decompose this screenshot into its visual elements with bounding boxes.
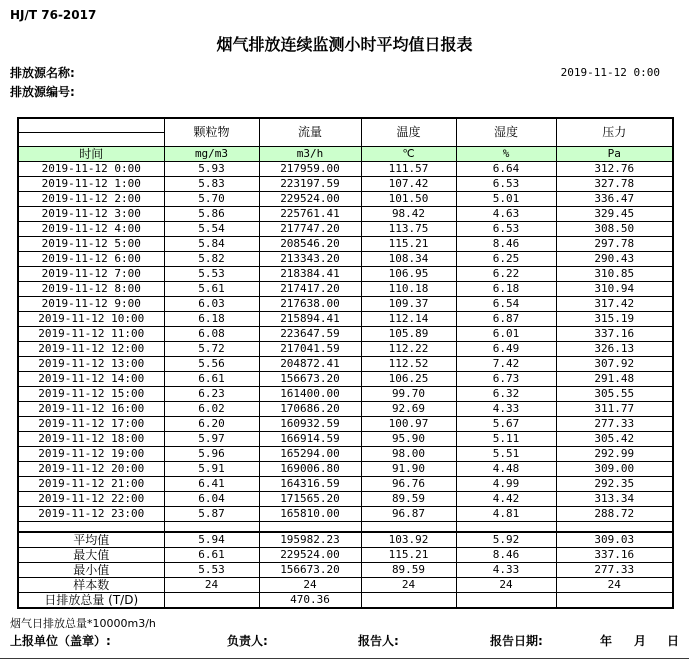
doc-code: HJ/T 76-2017 <box>10 8 97 22</box>
time-cell: 2019-11-12 12:00 <box>18 341 164 356</box>
time-header-lower-cell <box>18 132 164 146</box>
value-cell: 315.19 <box>556 311 673 326</box>
value-cell: 6.18 <box>164 311 259 326</box>
value-cell: 6.64 <box>456 161 556 176</box>
value-cell: 337.16 <box>556 326 673 341</box>
summary-value-cell: 470.36 <box>259 593 361 609</box>
summary-value-cell: 5.94 <box>164 532 259 548</box>
reporter-label: 报告人: <box>358 634 399 648</box>
value-cell: 310.85 <box>556 266 673 281</box>
value-cell: 109.37 <box>361 296 456 311</box>
value-cell: 5.56 <box>164 356 259 371</box>
value-cell: 6.23 <box>164 386 259 401</box>
value-cell: 5.91 <box>164 461 259 476</box>
time-cell: 2019-11-12 10:00 <box>18 311 164 326</box>
summary-label: 样本数 <box>18 578 164 593</box>
unit-flow: m3/h <box>259 146 361 161</box>
column-header-humidity: 湿度 <box>456 118 556 146</box>
time-cell: 2019-11-12 13:00 <box>18 356 164 371</box>
time-cell: 2019-11-12 0:00 <box>18 161 164 176</box>
spacer-cell <box>556 521 673 532</box>
value-cell: 5.83 <box>164 176 259 191</box>
table-body <box>18 118 673 608</box>
value-cell: 217417.20 <box>259 281 361 296</box>
time-cell: 2019-11-12 9:00 <box>18 296 164 311</box>
time-cell: 2019-11-12 22:00 <box>18 491 164 506</box>
value-cell: 92.69 <box>361 401 456 416</box>
table-row <box>18 461 673 476</box>
value-cell: 161400.00 <box>259 386 361 401</box>
value-cell: 106.25 <box>361 371 456 386</box>
value-cell: 218384.41 <box>259 266 361 281</box>
value-cell: 95.90 <box>361 431 456 446</box>
value-cell: 165294.00 <box>259 446 361 461</box>
summary-value-cell: 5.92 <box>456 532 556 548</box>
value-cell: 305.42 <box>556 431 673 446</box>
value-cell: 297.78 <box>556 236 673 251</box>
value-cell: 6.03 <box>164 296 259 311</box>
value-cell: 309.00 <box>556 461 673 476</box>
value-cell: 5.96 <box>164 446 259 461</box>
summary-value-cell: 6.61 <box>164 548 259 563</box>
value-cell: 291.48 <box>556 371 673 386</box>
value-cell: 4.33 <box>456 401 556 416</box>
summary-row <box>18 593 673 609</box>
day-label: 日 <box>667 634 680 648</box>
table-row <box>18 206 673 221</box>
value-cell: 7.42 <box>456 356 556 371</box>
summary-value-cell: 4.33 <box>456 563 556 578</box>
value-cell: 4.48 <box>456 461 556 476</box>
header-row-upper <box>18 118 673 132</box>
value-cell: 307.92 <box>556 356 673 371</box>
value-cell: 165810.00 <box>259 506 361 521</box>
table-row <box>18 356 673 371</box>
value-cell: 170686.20 <box>259 401 361 416</box>
value-cell: 6.20 <box>164 416 259 431</box>
value-cell: 5.93 <box>164 161 259 176</box>
value-cell: 6.53 <box>456 176 556 191</box>
value-cell: 115.21 <box>361 236 456 251</box>
value-cell: 160932.59 <box>259 416 361 431</box>
value-cell: 5.67 <box>456 416 556 431</box>
value-cell: 6.54 <box>456 296 556 311</box>
summary-row <box>18 578 673 593</box>
value-cell: 108.34 <box>361 251 456 266</box>
value-cell: 312.76 <box>556 161 673 176</box>
value-cell: 91.90 <box>361 461 456 476</box>
table-row <box>18 311 673 326</box>
value-cell: 217959.00 <box>259 161 361 176</box>
summary-value-cell: 156673.20 <box>259 563 361 578</box>
value-cell: 317.42 <box>556 296 673 311</box>
table-row <box>18 491 673 506</box>
value-cell: 164316.59 <box>259 476 361 491</box>
spacer-row <box>18 521 673 532</box>
value-cell: 89.59 <box>361 491 456 506</box>
footnote: 烟气日排放总量*10000m3/h <box>10 617 156 630</box>
value-cell: 5.70 <box>164 191 259 206</box>
value-cell: 5.11 <box>456 431 556 446</box>
value-cell: 336.47 <box>556 191 673 206</box>
data-table <box>17 117 674 609</box>
table-row <box>18 506 673 521</box>
table-row <box>18 191 673 206</box>
value-cell: 5.54 <box>164 221 259 236</box>
table-row <box>18 386 673 401</box>
value-cell: 213343.20 <box>259 251 361 266</box>
summary-value-cell: 5.53 <box>164 563 259 578</box>
value-cell: 113.75 <box>361 221 456 236</box>
value-cell: 6.61 <box>164 371 259 386</box>
report-datetime: 2019-11-12 0:00 <box>560 66 660 79</box>
value-cell: 6.22 <box>456 266 556 281</box>
table-row <box>18 221 673 236</box>
column-header-particulate: 颗粒物 <box>164 118 259 146</box>
time-cell: 2019-11-12 15:00 <box>18 386 164 401</box>
value-cell: 311.77 <box>556 401 673 416</box>
time-cell: 2019-11-12 3:00 <box>18 206 164 221</box>
summary-value-cell <box>456 593 556 609</box>
value-cell: 288.72 <box>556 506 673 521</box>
summary-value-cell: 24 <box>361 578 456 593</box>
value-cell: 5.84 <box>164 236 259 251</box>
value-cell: 166914.59 <box>259 431 361 446</box>
value-cell: 208546.20 <box>259 236 361 251</box>
column-header-pressure: 压力 <box>556 118 673 146</box>
summary-value-cell <box>164 593 259 609</box>
responsible-label: 负责人: <box>227 634 268 648</box>
report-unit-label: 上报单位（盖章）: <box>10 634 111 648</box>
summary-value-cell <box>361 593 456 609</box>
summary-value-cell: 103.92 <box>361 532 456 548</box>
value-cell: 5.61 <box>164 281 259 296</box>
value-cell: 217747.20 <box>259 221 361 236</box>
table-row <box>18 266 673 281</box>
value-cell: 327.78 <box>556 176 673 191</box>
source-name-label: 排放源名称: <box>10 66 75 80</box>
value-cell: 225761.41 <box>259 206 361 221</box>
summary-row <box>18 548 673 563</box>
value-cell: 101.50 <box>361 191 456 206</box>
summary-value-cell: 229524.00 <box>259 548 361 563</box>
summary-value-cell: 337.16 <box>556 548 673 563</box>
value-cell: 98.42 <box>361 206 456 221</box>
summary-value-cell: 115.21 <box>361 548 456 563</box>
spacer-cell <box>361 521 456 532</box>
table-row <box>18 431 673 446</box>
time-cell: 2019-11-12 4:00 <box>18 221 164 236</box>
summary-row <box>18 563 673 578</box>
value-cell: 6.18 <box>456 281 556 296</box>
summary-value-cell: 309.03 <box>556 532 673 548</box>
value-cell: 96.76 <box>361 476 456 491</box>
value-cell: 99.70 <box>361 386 456 401</box>
time-cell: 2019-11-12 18:00 <box>18 431 164 446</box>
source-code-label: 排放源编号: <box>10 85 75 99</box>
page-title: 烟气排放连续监测小时平均值日报表 <box>216 35 473 54</box>
value-cell: 6.32 <box>456 386 556 401</box>
value-cell: 6.49 <box>456 341 556 356</box>
value-cell: 156673.20 <box>259 371 361 386</box>
value-cell: 5.97 <box>164 431 259 446</box>
time-cell: 2019-11-12 19:00 <box>18 446 164 461</box>
signature-row <box>0 632 689 648</box>
time-cell: 2019-11-12 7:00 <box>18 266 164 281</box>
table-row <box>18 341 673 356</box>
value-cell: 8.46 <box>456 236 556 251</box>
value-cell: 4.81 <box>456 506 556 521</box>
time-header-upper-cell <box>18 118 164 132</box>
unit-temperature: ℃ <box>361 146 456 161</box>
value-cell: 223197.59 <box>259 176 361 191</box>
value-cell: 4.99 <box>456 476 556 491</box>
time-cell: 2019-11-12 14:00 <box>18 371 164 386</box>
unit-row <box>18 146 673 161</box>
value-cell: 217041.59 <box>259 341 361 356</box>
value-cell: 6.08 <box>164 326 259 341</box>
bottom-rule <box>0 658 689 659</box>
table-row <box>18 416 673 431</box>
summary-label: 平均值 <box>18 532 164 548</box>
value-cell: 215894.41 <box>259 311 361 326</box>
value-cell: 310.94 <box>556 281 673 296</box>
value-cell: 112.52 <box>361 356 456 371</box>
value-cell: 98.00 <box>361 446 456 461</box>
value-cell: 6.04 <box>164 491 259 506</box>
table-row <box>18 236 673 251</box>
summary-value-cell: 24 <box>164 578 259 593</box>
value-cell: 308.50 <box>556 221 673 236</box>
table-row <box>18 176 673 191</box>
value-cell: 5.87 <box>164 506 259 521</box>
table-row <box>18 401 673 416</box>
value-cell: 326.13 <box>556 341 673 356</box>
value-cell: 217638.00 <box>259 296 361 311</box>
value-cell: 229524.00 <box>259 191 361 206</box>
time-cell: 2019-11-12 11:00 <box>18 326 164 341</box>
summary-value-cell: 8.46 <box>456 548 556 563</box>
summary-label: 最小值 <box>18 563 164 578</box>
value-cell: 100.97 <box>361 416 456 431</box>
time-header: 时间 <box>18 146 164 161</box>
column-header-temperature: 温度 <box>361 118 456 146</box>
value-cell: 4.63 <box>456 206 556 221</box>
unit-particulate: mg/m3 <box>164 146 259 161</box>
value-cell: 5.86 <box>164 206 259 221</box>
unit-pressure: Pa <box>556 146 673 161</box>
spacer-cell <box>18 521 164 532</box>
value-cell: 6.25 <box>456 251 556 266</box>
value-cell: 112.14 <box>361 311 456 326</box>
summary-label: 日排放总量 (T/D) <box>18 593 164 609</box>
value-cell: 5.82 <box>164 251 259 266</box>
value-cell: 171565.20 <box>259 491 361 506</box>
value-cell: 5.72 <box>164 341 259 356</box>
value-cell: 292.35 <box>556 476 673 491</box>
spacer-cell <box>456 521 556 532</box>
value-cell: 6.01 <box>456 326 556 341</box>
value-cell: 6.53 <box>456 221 556 236</box>
month-label: 月 <box>634 634 647 648</box>
table-row <box>18 326 673 341</box>
time-cell: 2019-11-12 1:00 <box>18 176 164 191</box>
summary-value-cell: 24 <box>456 578 556 593</box>
value-cell: 277.33 <box>556 416 673 431</box>
summary-value-cell <box>556 593 673 609</box>
value-cell: 96.87 <box>361 506 456 521</box>
time-cell: 2019-11-12 16:00 <box>18 401 164 416</box>
value-cell: 105.89 <box>361 326 456 341</box>
value-cell: 5.53 <box>164 266 259 281</box>
unit-humidity: % <box>456 146 556 161</box>
time-cell: 2019-11-12 17:00 <box>18 416 164 431</box>
value-cell: 5.51 <box>456 446 556 461</box>
value-cell: 6.02 <box>164 401 259 416</box>
value-cell: 112.22 <box>361 341 456 356</box>
time-cell: 2019-11-12 21:00 <box>18 476 164 491</box>
table-row <box>18 446 673 461</box>
table-row <box>18 251 673 266</box>
value-cell: 223647.59 <box>259 326 361 341</box>
value-cell: 290.43 <box>556 251 673 266</box>
time-cell: 2019-11-12 8:00 <box>18 281 164 296</box>
table-row <box>18 161 673 176</box>
value-cell: 313.34 <box>556 491 673 506</box>
time-cell: 2019-11-12 23:00 <box>18 506 164 521</box>
summary-value-cell: 195982.23 <box>259 532 361 548</box>
value-cell: 292.99 <box>556 446 673 461</box>
table-row <box>18 476 673 491</box>
report-date-label: 报告日期: <box>490 634 543 648</box>
value-cell: 107.42 <box>361 176 456 191</box>
value-cell: 329.45 <box>556 206 673 221</box>
column-header-flow: 流量 <box>259 118 361 146</box>
summary-value-cell: 24 <box>556 578 673 593</box>
spacer-cell <box>259 521 361 532</box>
summary-row <box>18 532 673 548</box>
year-label: 年 <box>600 634 613 648</box>
value-cell: 110.18 <box>361 281 456 296</box>
value-cell: 6.41 <box>164 476 259 491</box>
summary-label: 最大值 <box>18 548 164 563</box>
value-cell: 305.55 <box>556 386 673 401</box>
time-cell: 2019-11-12 20:00 <box>18 461 164 476</box>
time-cell: 2019-11-12 2:00 <box>18 191 164 206</box>
summary-value-cell: 89.59 <box>361 563 456 578</box>
value-cell: 204872.41 <box>259 356 361 371</box>
table-row <box>18 371 673 386</box>
value-cell: 111.57 <box>361 161 456 176</box>
table-row <box>18 296 673 311</box>
time-cell: 2019-11-12 5:00 <box>18 236 164 251</box>
time-cell: 2019-11-12 6:00 <box>18 251 164 266</box>
value-cell: 6.73 <box>456 371 556 386</box>
summary-value-cell: 24 <box>259 578 361 593</box>
table-row <box>18 281 673 296</box>
summary-value-cell: 277.33 <box>556 563 673 578</box>
value-cell: 4.42 <box>456 491 556 506</box>
value-cell: 5.01 <box>456 191 556 206</box>
spacer-cell <box>164 521 259 532</box>
value-cell: 169006.80 <box>259 461 361 476</box>
value-cell: 106.95 <box>361 266 456 281</box>
value-cell: 6.87 <box>456 311 556 326</box>
